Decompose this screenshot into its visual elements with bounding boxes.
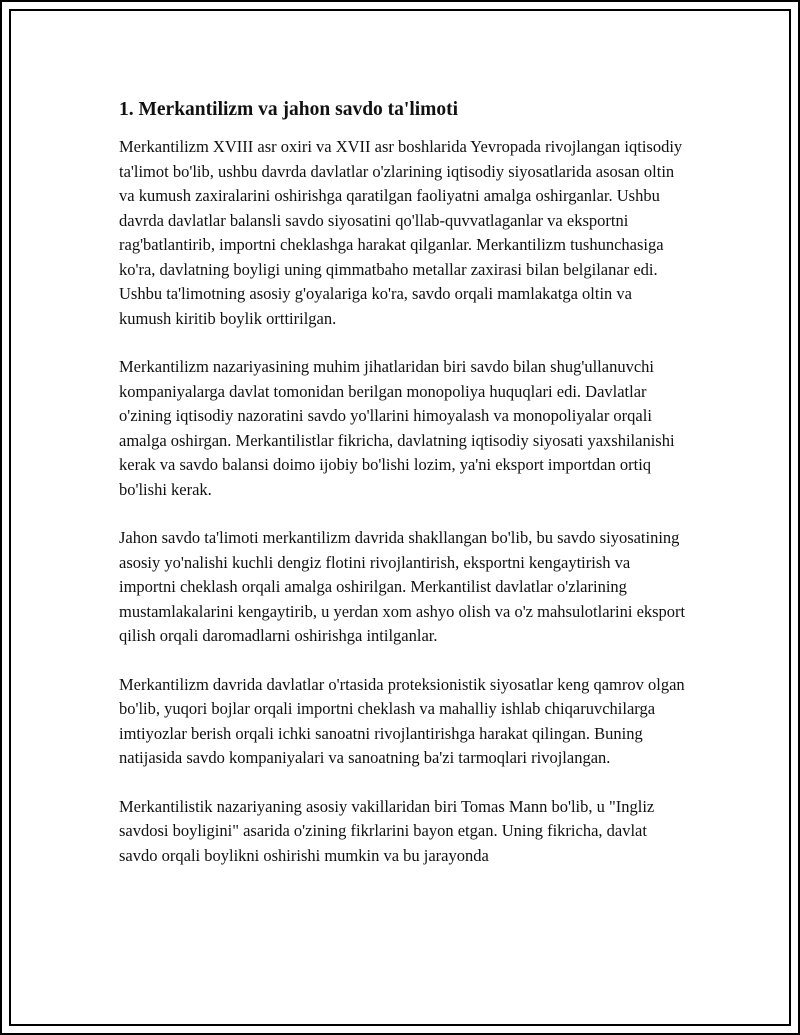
paragraph-4: Merkantilizm davrida davlatlar o'rtasida proteksionistik siyosatlar keng qamrov olgan bo'lib, yuqori bojlar orqali importni cheklash va mahalliy ishlab chiqaruvchilarga imtiyozlar berish orqali ichki sanoatni rivojlantirishga harakat qilingan. Buning natijasida savdo kompaniyalari va sanoatning ba'zi tarmoqlari rivojlangan.	[119, 674, 685, 767]
paragraph-5: Merkantilistik nazariyaning asosiy vakillaridan biri Tomas Mann bo'lib, u "Ingliz savdosi boyligini" asarida o'zining fikrlarini bayon etgan. Uning fikricha, davlat savdo orqali boylikni oshirishi mumkin va bu jarayonda	[119, 796, 655, 865]
section-heading: 1. Merkantilizm va jahon savdo ta'limoti	[119, 99, 459, 120]
paragraph-1: Merkantilizm XVIII asr oxiri va XVII asr boshlarida Yevropada rivojlangan iqtisodiy ta'limot bo'lib, ushbu davrda davlatlar o'zlarining iqtisodiy siyosatlarida asosan oltin va kumush zaxiralarini oshirishga qaratilgan faoliyatni amalga oshirganlar. Ushbu davrda davlatlar balansli savdo siyosatini qo'llab-quvvatlaganlar va eksportni rag'batlantirib, importni cheklashga harakat qilganlar. Merkantilizm tushunchasiga ko'ra, davlatning boyligi uning qimmatbaho metallar zaxirasi bilan belgilanar edi. Ushbu ta'limotning asosiy g'oyalariga ko'ra, savdo orqali mamlakatga oltin va kumush kiritib boylik orttirilgan.	[119, 137, 683, 328]
document-body	[119, 99, 687, 892]
paragraph-3: Jahon savdo ta'limoti merkantilizm davrida shakllangan bo'lib, bu savdo siyosatining asosiy yo'nalishi kuchli dengiz flotini rivojlantirish, eksportni kengaytirish va importni cheklash orqali amalga oshirilgan. Merkantilist davlatlar o'zlarining mustamlakalarini kengaytirib, u yerdan xom ashyo olish va o'z mahsulotlarini eksport qilish orqali daromadlarni oshirishga intilganlar.	[119, 528, 686, 645]
paragraph-2: Merkantilizm nazariyasining muhim jihatlaridan biri savdo bilan shug'ullanuvchi kompaniyalarga davlat tomonidan berilgan monopoliya huquqlari edi. Davlatlar o'zining iqtisodiy nazoratini savdo yo'llarini himoyalash va monopoliyalar orqali amalga oshirgan. Merkantilistlar fikricha, davlatning iqtisodiy siyosati yaxshilanishi kerak va savdo balansi doimo ijobiy bo'lishi lozim, ya'ni eksport importdan ortiq bo'lishi kerak.	[119, 357, 675, 499]
